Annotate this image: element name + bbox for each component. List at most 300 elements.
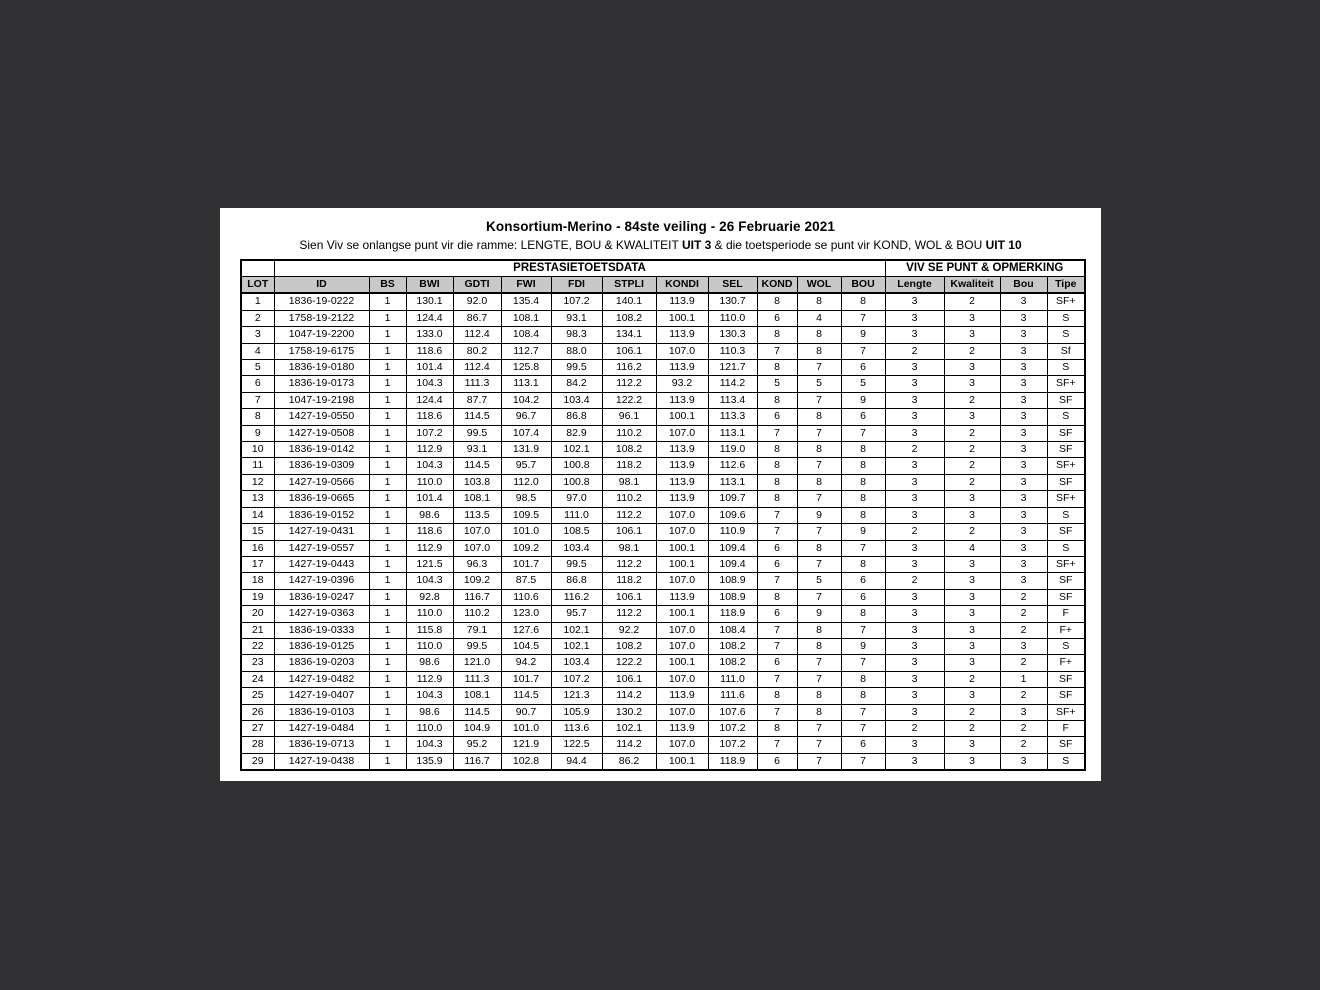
column-header-kwaliteit: Kwaliteit <box>944 277 1000 294</box>
cell-lot-lot-12: 12 <box>241 474 274 490</box>
cell-lengte-lot-15: 2 <box>885 524 944 540</box>
table-row-lot-2 <box>241 310 1085 326</box>
cell-bwi-lot-7: 124.4 <box>406 392 453 408</box>
cell-id-lot-10: 1836-19-0142 <box>274 442 369 458</box>
cell-bwi-lot-18: 104.3 <box>406 573 453 589</box>
table-row-lot-16 <box>241 540 1085 556</box>
cell-bwi-lot-27: 110.0 <box>406 720 453 736</box>
cell-bwi-lot-13: 101.4 <box>406 491 453 507</box>
cell-kwaliteit-lot-23: 3 <box>944 655 1000 671</box>
cell-kondi-lot-12: 113.9 <box>656 474 708 490</box>
cell-fdi-lot-14: 111.0 <box>551 507 602 523</box>
table-row-lot-12 <box>241 474 1085 490</box>
cell-bou-lot-4: 3 <box>1000 343 1047 359</box>
cell-gdti-lot-5: 112.4 <box>453 360 501 376</box>
cell-kwaliteit-lot-3: 3 <box>944 327 1000 343</box>
cell-id-lot-20: 1427-19-0363 <box>274 606 369 622</box>
cell-bou-lot-14: 8 <box>841 507 885 523</box>
cell-fwi-lot-14: 109.5 <box>501 507 551 523</box>
cell-bou-lot-14: 3 <box>1000 507 1047 523</box>
cell-bs-lot-15: 1 <box>369 524 406 540</box>
cell-stpli-lot-15: 106.1 <box>602 524 656 540</box>
cell-bwi-lot-15: 118.6 <box>406 524 453 540</box>
cell-fdi-lot-29: 94.4 <box>551 753 602 770</box>
cell-tipe-lot-19: SF <box>1047 589 1085 605</box>
cell-bou-lot-15: 3 <box>1000 524 1047 540</box>
cell-kondi-lot-17: 100.1 <box>656 556 708 572</box>
cell-bou-lot-3: 3 <box>1000 327 1047 343</box>
cell-stpli-lot-20: 112.2 <box>602 606 656 622</box>
cell-kond-lot-12: 8 <box>757 474 797 490</box>
table-row-lot-20 <box>241 606 1085 622</box>
cell-kond-lot-16: 6 <box>757 540 797 556</box>
cell-fwi-lot-13: 98.5 <box>501 491 551 507</box>
cell-gdti-lot-17: 96.3 <box>453 556 501 572</box>
cell-kond-lot-10: 8 <box>757 442 797 458</box>
cell-sel-lot-7: 113.4 <box>708 392 757 408</box>
cell-stpli-lot-27: 102.1 <box>602 720 656 736</box>
cell-kond-lot-13: 8 <box>757 491 797 507</box>
cell-bs-lot-8: 1 <box>369 409 406 425</box>
cell-id-lot-15: 1427-19-0431 <box>274 524 369 540</box>
cell-fdi-lot-21: 102.1 <box>551 622 602 638</box>
cell-fdi-lot-13: 97.0 <box>551 491 602 507</box>
cell-wol-lot-16: 8 <box>797 540 841 556</box>
cell-wol-lot-12: 8 <box>797 474 841 490</box>
group-header-viv-se-punt-opmerking: VIV SE PUNT & OPMERKING <box>885 260 1085 277</box>
cell-bou-lot-11: 8 <box>841 458 885 474</box>
cell-gdti-lot-1: 92.0 <box>453 293 501 310</box>
cell-tipe-lot-8: S <box>1047 409 1085 425</box>
cell-stpli-lot-8: 96.1 <box>602 409 656 425</box>
cell-fwi-lot-11: 95.7 <box>501 458 551 474</box>
cell-gdti-lot-25: 108.1 <box>453 688 501 704</box>
table-row-lot-29 <box>241 753 1085 770</box>
cell-bs-lot-7: 1 <box>369 392 406 408</box>
cell-kwaliteit-lot-19: 3 <box>944 589 1000 605</box>
cell-bou-lot-16: 3 <box>1000 540 1047 556</box>
cell-kond-lot-9: 7 <box>757 425 797 441</box>
cell-bou-lot-5: 6 <box>841 360 885 376</box>
cell-id-lot-8: 1427-19-0550 <box>274 409 369 425</box>
cell-kwaliteit-lot-28: 3 <box>944 737 1000 753</box>
cell-wol-lot-26: 8 <box>797 704 841 720</box>
cell-bs-lot-20: 1 <box>369 606 406 622</box>
cell-bou-lot-25: 2 <box>1000 688 1047 704</box>
cell-bs-lot-21: 1 <box>369 622 406 638</box>
cell-lot-lot-21: 21 <box>241 622 274 638</box>
cell-kondi-lot-11: 113.9 <box>656 458 708 474</box>
cell-sel-lot-29: 118.9 <box>708 753 757 770</box>
cell-bou-lot-5: 3 <box>1000 360 1047 376</box>
cell-sel-lot-15: 110.9 <box>708 524 757 540</box>
cell-tipe-lot-17: SF+ <box>1047 556 1085 572</box>
cell-bou-lot-22: 9 <box>841 638 885 654</box>
cell-bwi-lot-1: 130.1 <box>406 293 453 310</box>
cell-bs-lot-18: 1 <box>369 573 406 589</box>
cell-gdti-lot-13: 108.1 <box>453 491 501 507</box>
cell-id-lot-9: 1427-19-0508 <box>274 425 369 441</box>
cell-fdi-lot-26: 105.9 <box>551 704 602 720</box>
cell-wol-lot-7: 7 <box>797 392 841 408</box>
cell-lengte-lot-24: 3 <box>885 671 944 687</box>
cell-bwi-lot-3: 133.0 <box>406 327 453 343</box>
cell-stpli-lot-22: 108.2 <box>602 638 656 654</box>
cell-kondi-lot-15: 107.0 <box>656 524 708 540</box>
cell-lot-lot-13: 13 <box>241 491 274 507</box>
cell-fdi-lot-7: 103.4 <box>551 392 602 408</box>
cell-fdi-lot-22: 102.1 <box>551 638 602 654</box>
cell-gdti-lot-11: 114.5 <box>453 458 501 474</box>
cell-lengte-lot-28: 3 <box>885 737 944 753</box>
cell-tipe-lot-4: Sf <box>1047 343 1085 359</box>
cell-kondi-lot-8: 100.1 <box>656 409 708 425</box>
column-header-kondi: KONDI <box>656 277 708 294</box>
cell-kond-lot-19: 8 <box>757 589 797 605</box>
table-row-lot-24 <box>241 671 1085 687</box>
cell-fdi-lot-24: 107.2 <box>551 671 602 687</box>
cell-sel-lot-8: 113.3 <box>708 409 757 425</box>
cell-fwi-lot-4: 112.7 <box>501 343 551 359</box>
cell-id-lot-13: 1836-19-0665 <box>274 491 369 507</box>
cell-lengte-lot-11: 3 <box>885 458 944 474</box>
cell-kondi-lot-19: 113.9 <box>656 589 708 605</box>
cell-bs-lot-28: 1 <box>369 737 406 753</box>
cell-kondi-lot-23: 100.1 <box>656 655 708 671</box>
cell-fwi-lot-3: 108.4 <box>501 327 551 343</box>
cell-stpli-lot-1: 140.1 <box>602 293 656 310</box>
cell-lot-lot-9: 9 <box>241 425 274 441</box>
cell-kondi-lot-13: 113.9 <box>656 491 708 507</box>
cell-id-lot-3: 1047-19-2200 <box>274 327 369 343</box>
cell-bou-lot-9: 7 <box>841 425 885 441</box>
cell-bou-lot-8: 3 <box>1000 409 1047 425</box>
cell-lengte-lot-1: 3 <box>885 293 944 310</box>
table-row-lot-18 <box>241 573 1085 589</box>
cell-lot-lot-25: 25 <box>241 688 274 704</box>
cell-bou-lot-26: 7 <box>841 704 885 720</box>
cell-fdi-lot-11: 100.8 <box>551 458 602 474</box>
cell-kondi-lot-2: 100.1 <box>656 310 708 326</box>
cell-fwi-lot-25: 114.5 <box>501 688 551 704</box>
cell-wol-lot-5: 7 <box>797 360 841 376</box>
cell-kondi-lot-14: 107.0 <box>656 507 708 523</box>
cell-kwaliteit-lot-20: 3 <box>944 606 1000 622</box>
cell-lengte-lot-29: 3 <box>885 753 944 770</box>
cell-kwaliteit-lot-27: 2 <box>944 720 1000 736</box>
cell-bou-lot-10: 3 <box>1000 442 1047 458</box>
cell-bou-lot-20: 2 <box>1000 606 1047 622</box>
cell-bs-lot-24: 1 <box>369 671 406 687</box>
cell-lengte-lot-21: 3 <box>885 622 944 638</box>
cell-kwaliteit-lot-21: 3 <box>944 622 1000 638</box>
cell-bwi-lot-9: 107.2 <box>406 425 453 441</box>
cell-bou-lot-17: 3 <box>1000 556 1047 572</box>
cell-bs-lot-2: 1 <box>369 310 406 326</box>
table-row-lot-25 <box>241 688 1085 704</box>
cell-kwaliteit-lot-17: 3 <box>944 556 1000 572</box>
cell-kwaliteit-lot-5: 3 <box>944 360 1000 376</box>
cell-fwi-lot-8: 96.7 <box>501 409 551 425</box>
cell-tipe-lot-5: S <box>1047 360 1085 376</box>
cell-stpli-lot-23: 122.2 <box>602 655 656 671</box>
cell-kondi-lot-29: 100.1 <box>656 753 708 770</box>
cell-kwaliteit-lot-25: 3 <box>944 688 1000 704</box>
cell-kondi-lot-25: 113.9 <box>656 688 708 704</box>
cell-wol-lot-8: 8 <box>797 409 841 425</box>
cell-id-lot-26: 1836-19-0103 <box>274 704 369 720</box>
cell-kondi-lot-27: 113.9 <box>656 720 708 736</box>
cell-tipe-lot-22: S <box>1047 638 1085 654</box>
cell-bs-lot-26: 1 <box>369 704 406 720</box>
cell-kondi-lot-16: 100.1 <box>656 540 708 556</box>
cell-tipe-lot-24: SF <box>1047 671 1085 687</box>
cell-sel-lot-23: 108.2 <box>708 655 757 671</box>
column-header-lengte: Lengte <box>885 277 944 294</box>
cell-sel-lot-13: 109.7 <box>708 491 757 507</box>
cell-kwaliteit-lot-29: 3 <box>944 753 1000 770</box>
cell-kwaliteit-lot-10: 2 <box>944 442 1000 458</box>
cell-fdi-lot-18: 86.8 <box>551 573 602 589</box>
cell-bs-lot-17: 1 <box>369 556 406 572</box>
cell-bou-lot-26: 3 <box>1000 704 1047 720</box>
cell-tipe-lot-20: F <box>1047 606 1085 622</box>
cell-kwaliteit-lot-16: 4 <box>944 540 1000 556</box>
cell-stpli-lot-13: 110.2 <box>602 491 656 507</box>
cell-bou-lot-7: 3 <box>1000 392 1047 408</box>
cell-lot-lot-28: 28 <box>241 737 274 753</box>
cell-kwaliteit-lot-8: 3 <box>944 409 1000 425</box>
cell-kondi-lot-4: 107.0 <box>656 343 708 359</box>
cell-bs-lot-1: 1 <box>369 293 406 310</box>
cell-stpli-lot-6: 112.2 <box>602 376 656 392</box>
cell-kond-lot-29: 6 <box>757 753 797 770</box>
cell-bou-lot-19: 2 <box>1000 589 1047 605</box>
cell-bou-lot-11: 3 <box>1000 458 1047 474</box>
table-row-lot-3 <box>241 327 1085 343</box>
cell-bou-lot-1: 8 <box>841 293 885 310</box>
cell-fdi-lot-27: 113.6 <box>551 720 602 736</box>
cell-bou-lot-7: 9 <box>841 392 885 408</box>
cell-bwi-lot-21: 115.8 <box>406 622 453 638</box>
cell-fwi-lot-9: 107.4 <box>501 425 551 441</box>
cell-sel-lot-9: 113.1 <box>708 425 757 441</box>
cell-kond-lot-27: 8 <box>757 720 797 736</box>
subtitle-bold-uit3: UIT 3 <box>681 238 712 252</box>
column-header-wol: WOL <box>797 277 841 294</box>
cell-kond-lot-23: 6 <box>757 655 797 671</box>
cell-bou-lot-29: 3 <box>1000 753 1047 770</box>
cell-kondi-lot-6: 93.2 <box>656 376 708 392</box>
cell-fwi-lot-15: 101.0 <box>501 524 551 540</box>
table-row-lot-17 <box>241 556 1085 572</box>
cell-id-lot-29: 1427-19-0438 <box>274 753 369 770</box>
table-row-lot-27 <box>241 720 1085 736</box>
cell-sel-lot-1: 130.7 <box>708 293 757 310</box>
cell-kond-lot-1: 8 <box>757 293 797 310</box>
cell-bou-lot-21: 7 <box>841 622 885 638</box>
cell-lengte-lot-27: 2 <box>885 720 944 736</box>
cell-lot-lot-24: 24 <box>241 671 274 687</box>
cell-bou-lot-28: 6 <box>841 737 885 753</box>
cell-gdti-lot-20: 110.2 <box>453 606 501 622</box>
cell-bou-lot-13: 3 <box>1000 491 1047 507</box>
cell-tipe-lot-13: SF+ <box>1047 491 1085 507</box>
cell-wol-lot-14: 9 <box>797 507 841 523</box>
group-header-empty <box>241 260 274 277</box>
cell-stpli-lot-26: 130.2 <box>602 704 656 720</box>
cell-id-lot-14: 1836-19-0152 <box>274 507 369 523</box>
cell-lot-lot-2: 2 <box>241 310 274 326</box>
table-row-lot-1 <box>241 293 1085 310</box>
cell-tipe-lot-7: SF <box>1047 392 1085 408</box>
cell-fdi-lot-1: 107.2 <box>551 293 602 310</box>
cell-lengte-lot-14: 3 <box>885 507 944 523</box>
cell-bou-lot-4: 7 <box>841 343 885 359</box>
cell-tipe-lot-12: SF <box>1047 474 1085 490</box>
cell-kond-lot-11: 8 <box>757 458 797 474</box>
cell-wol-lot-4: 8 <box>797 343 841 359</box>
cell-sel-lot-10: 119.0 <box>708 442 757 458</box>
table-row-lot-28 <box>241 737 1085 753</box>
cell-id-lot-7: 1047-19-2198 <box>274 392 369 408</box>
cell-bou-lot-6: 3 <box>1000 376 1047 392</box>
cell-lot-lot-16: 16 <box>241 540 274 556</box>
cell-tipe-lot-2: S <box>1047 310 1085 326</box>
cell-fwi-lot-17: 101.7 <box>501 556 551 572</box>
cell-bs-lot-9: 1 <box>369 425 406 441</box>
cell-wol-lot-2: 4 <box>797 310 841 326</box>
cell-fwi-lot-24: 101.7 <box>501 671 551 687</box>
cell-gdti-lot-15: 107.0 <box>453 524 501 540</box>
column-header-stpli: STPLI <box>602 277 656 294</box>
cell-bou-lot-25: 8 <box>841 688 885 704</box>
table-row-lot-4 <box>241 343 1085 359</box>
cell-gdti-lot-26: 114.5 <box>453 704 501 720</box>
cell-lot-lot-27: 27 <box>241 720 274 736</box>
cell-bou-lot-2: 7 <box>841 310 885 326</box>
cell-wol-lot-20: 9 <box>797 606 841 622</box>
cell-id-lot-16: 1427-19-0557 <box>274 540 369 556</box>
cell-stpli-lot-2: 108.2 <box>602 310 656 326</box>
cell-kwaliteit-lot-7: 2 <box>944 392 1000 408</box>
cell-id-lot-2: 1758-19-2122 <box>274 310 369 326</box>
cell-bwi-lot-5: 101.4 <box>406 360 453 376</box>
cell-kond-lot-8: 6 <box>757 409 797 425</box>
cell-id-lot-18: 1427-19-0396 <box>274 573 369 589</box>
cell-fdi-lot-4: 88.0 <box>551 343 602 359</box>
cell-wol-lot-3: 8 <box>797 327 841 343</box>
cell-stpli-lot-19: 106.1 <box>602 589 656 605</box>
cell-kondi-lot-24: 107.0 <box>656 671 708 687</box>
cell-kond-lot-14: 7 <box>757 507 797 523</box>
cell-fdi-lot-10: 102.1 <box>551 442 602 458</box>
cell-stpli-lot-21: 92.2 <box>602 622 656 638</box>
cell-bwi-lot-6: 104.3 <box>406 376 453 392</box>
cell-bou-lot-27: 2 <box>1000 720 1047 736</box>
subtitle-bold-uit10: UIT 10 <box>985 238 1022 252</box>
column-header-bou: Bou <box>1000 277 1047 294</box>
cell-wol-lot-22: 8 <box>797 638 841 654</box>
cell-bwi-lot-24: 112.9 <box>406 671 453 687</box>
cell-kwaliteit-lot-4: 2 <box>944 343 1000 359</box>
cell-sel-lot-14: 109.6 <box>708 507 757 523</box>
cell-wol-lot-1: 8 <box>797 293 841 310</box>
cell-fdi-lot-6: 84.2 <box>551 376 602 392</box>
cell-sel-lot-17: 109.4 <box>708 556 757 572</box>
cell-kond-lot-22: 7 <box>757 638 797 654</box>
cell-bs-lot-12: 1 <box>369 474 406 490</box>
cell-stpli-lot-29: 86.2 <box>602 753 656 770</box>
cell-lot-lot-17: 17 <box>241 556 274 572</box>
cell-wol-lot-28: 7 <box>797 737 841 753</box>
page-subtitle <box>220 238 1101 252</box>
cell-bwi-lot-16: 112.9 <box>406 540 453 556</box>
cell-lot-lot-22: 22 <box>241 638 274 654</box>
cell-wol-lot-27: 7 <box>797 720 841 736</box>
column-header-bs: BS <box>369 277 406 294</box>
cell-lengte-lot-7: 3 <box>885 392 944 408</box>
cell-bwi-lot-22: 110.0 <box>406 638 453 654</box>
cell-kwaliteit-lot-26: 2 <box>944 704 1000 720</box>
table-row-lot-9 <box>241 425 1085 441</box>
cell-lot-lot-19: 19 <box>241 589 274 605</box>
cell-bs-lot-3: 1 <box>369 327 406 343</box>
cell-tipe-lot-16: S <box>1047 540 1085 556</box>
cell-wol-lot-19: 7 <box>797 589 841 605</box>
cell-sel-lot-3: 130.3 <box>708 327 757 343</box>
cell-bwi-lot-20: 110.0 <box>406 606 453 622</box>
cell-fwi-lot-26: 90.7 <box>501 704 551 720</box>
subtitle-text: & die toetsperiode se punt vir KOND, WOL & BOU <box>711 238 986 252</box>
cell-bs-lot-13: 1 <box>369 491 406 507</box>
cell-lot-lot-20: 20 <box>241 606 274 622</box>
cell-wol-lot-9: 7 <box>797 425 841 441</box>
cell-kwaliteit-lot-18: 3 <box>944 573 1000 589</box>
cell-lengte-lot-23: 3 <box>885 655 944 671</box>
cell-gdti-lot-16: 107.0 <box>453 540 501 556</box>
column-header-bou: BOU <box>841 277 885 294</box>
column-header-lot: LOT <box>241 277 274 294</box>
table-row-lot-11 <box>241 458 1085 474</box>
column-header-tipe: Tipe <box>1047 277 1085 294</box>
cell-wol-lot-11: 7 <box>797 458 841 474</box>
cell-sel-lot-20: 118.9 <box>708 606 757 622</box>
cell-stpli-lot-17: 112.2 <box>602 556 656 572</box>
cell-kondi-lot-28: 107.0 <box>656 737 708 753</box>
cell-bwi-lot-26: 98.6 <box>406 704 453 720</box>
cell-bwi-lot-23: 98.6 <box>406 655 453 671</box>
cell-stpli-lot-14: 112.2 <box>602 507 656 523</box>
cell-lot-lot-3: 3 <box>241 327 274 343</box>
cell-bou-lot-1: 3 <box>1000 293 1047 310</box>
cell-lot-lot-5: 5 <box>241 360 274 376</box>
cell-lengte-lot-18: 2 <box>885 573 944 589</box>
cell-bou-lot-17: 8 <box>841 556 885 572</box>
table-row-lot-6 <box>241 376 1085 392</box>
cell-wol-lot-6: 5 <box>797 376 841 392</box>
cell-lengte-lot-12: 3 <box>885 474 944 490</box>
cell-bou-lot-24: 8 <box>841 671 885 687</box>
cell-bou-lot-13: 8 <box>841 491 885 507</box>
cell-lengte-lot-16: 3 <box>885 540 944 556</box>
cell-fwi-lot-1: 135.4 <box>501 293 551 310</box>
cell-bou-lot-23: 2 <box>1000 655 1047 671</box>
cell-bwi-lot-14: 98.6 <box>406 507 453 523</box>
cell-id-lot-23: 1836-19-0203 <box>274 655 369 671</box>
cell-bou-lot-2: 3 <box>1000 310 1047 326</box>
cell-bou-lot-6: 5 <box>841 376 885 392</box>
